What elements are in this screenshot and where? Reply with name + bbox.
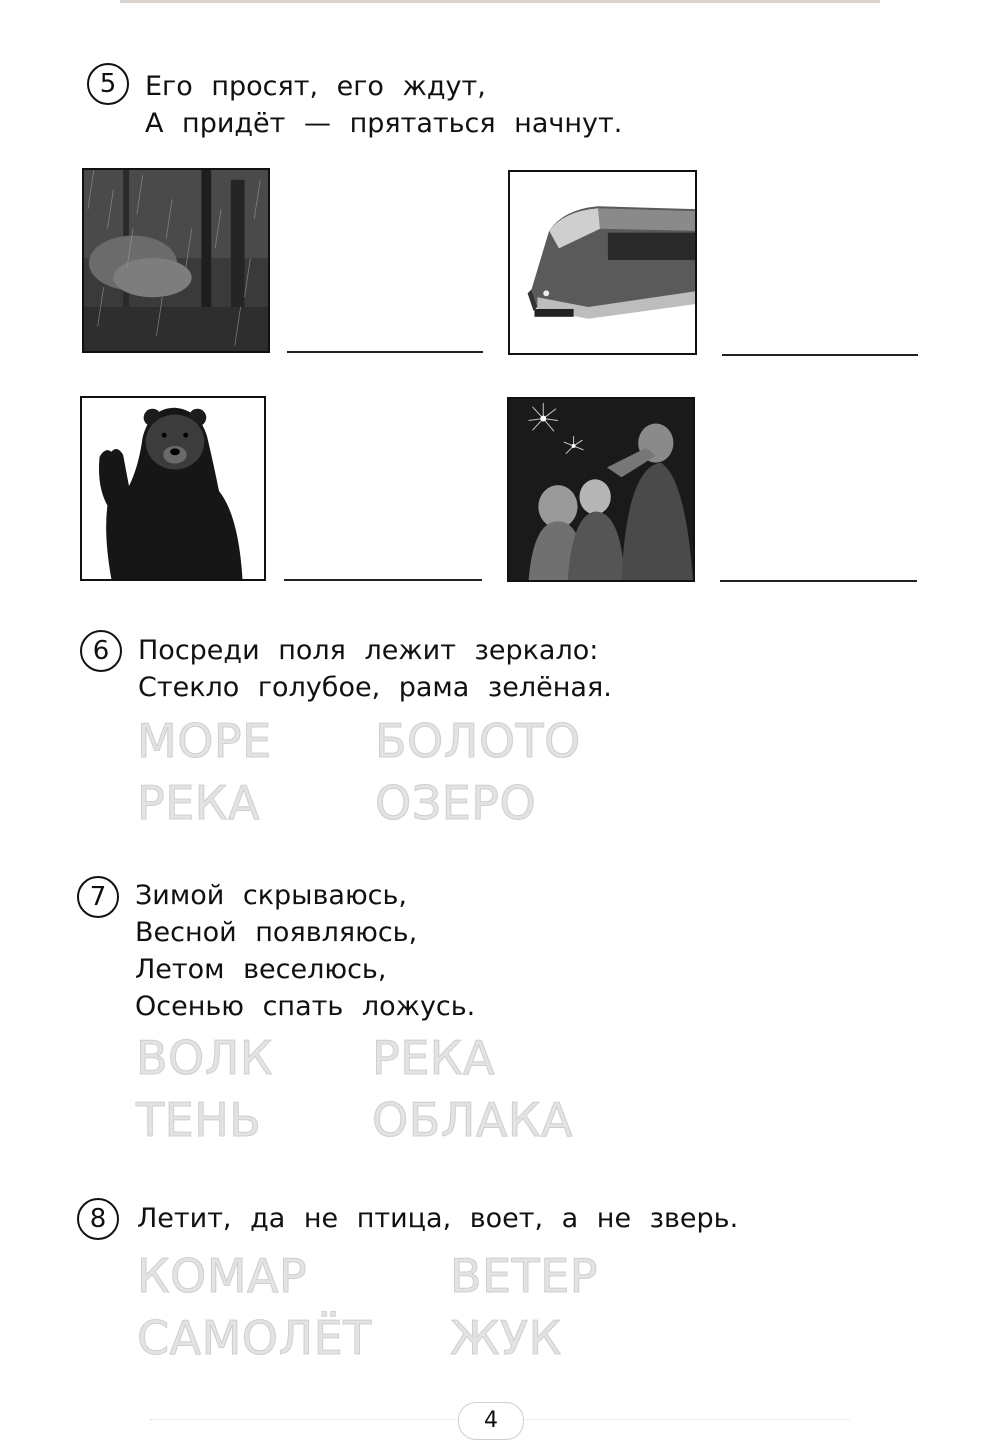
riddle-text (135, 877, 475, 1025)
task-number-badge: 8 (77, 1198, 119, 1240)
riddle-line: Весной появляюсь, (135, 917, 418, 948)
answer-option[interactable]: БОЛОТО (375, 714, 581, 768)
answer-option[interactable]: РЕКА (372, 1031, 495, 1085)
riddle-line: Осенью спать ложусь. (135, 991, 476, 1022)
rain-forest-photo (82, 168, 270, 353)
riddle-line: Посреди поля лежит зеркало: (138, 635, 599, 666)
page-number: 4 (458, 1402, 524, 1440)
answer-option[interactable]: МОРЕ (137, 714, 272, 768)
answer-line[interactable] (722, 354, 918, 356)
answer-option[interactable]: ВОЛК (136, 1031, 274, 1085)
task-number-badge: 6 (80, 630, 122, 672)
answer-line[interactable] (284, 579, 482, 581)
riddle-line: Летит, да не птица, воет, а не зверь. (137, 1203, 739, 1234)
riddle-line: Его просят, его ждут, (145, 71, 486, 102)
answer-option[interactable]: ОБЛАКА (372, 1093, 573, 1147)
bear-photo (80, 396, 266, 581)
answer-option[interactable]: ВЕТЕР (450, 1249, 599, 1303)
fireworks-photo (507, 397, 695, 582)
answer-option[interactable]: РЕКА (137, 776, 260, 830)
task-number-badge: 5 (87, 63, 129, 105)
riddle-line: Стекло голубое, рама зелёная. (138, 672, 612, 703)
answer-line[interactable] (287, 351, 483, 353)
riddle-line: А придёт — прятаться начнут. (145, 108, 623, 139)
riddle-line: Летом веселюсь, (135, 954, 387, 985)
answer-option[interactable]: КОМАР (137, 1249, 308, 1303)
riddle-text (138, 632, 612, 706)
top-edge-line (120, 0, 880, 3)
task-number-badge: 7 (77, 876, 119, 918)
answer-option[interactable]: ЖУК (450, 1311, 562, 1365)
riddle-text (137, 1200, 738, 1237)
answer-option[interactable]: ТЕНЬ (136, 1093, 262, 1147)
riddle-line: Зимой скрываюсь, (135, 880, 408, 911)
train-photo (508, 170, 697, 355)
answer-option[interactable]: ОЗЕРО (375, 776, 537, 830)
riddle-text (145, 68, 622, 142)
answer-option[interactable]: САМОЛЁТ (137, 1311, 372, 1365)
answer-line[interactable] (720, 580, 917, 582)
